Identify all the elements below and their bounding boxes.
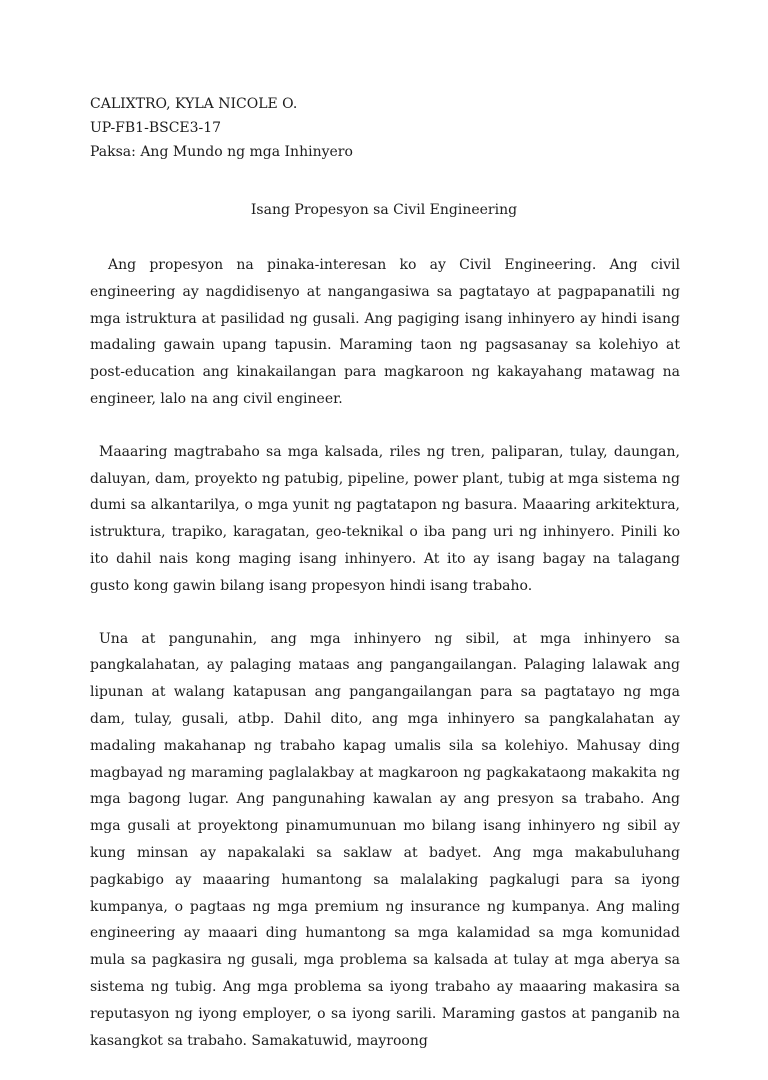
document-body [90, 252, 680, 1080]
topic-line: Paksa: Ang Mundo ng mga Inhinyero [90, 144, 353, 160]
document-header [90, 92, 353, 164]
section-code: UP-FB1-BSCE3-17 [90, 120, 222, 136]
paragraph-2: Maaaring magtrabaho sa mga kalsada, riles ng tren, paliparan, tulay, daungan, daluyan, dam, proyekto ng patubig, pipeline, power plant, tubig at mga sistema ng dumi sa alkantarilya, o mga yunit ng pagtatapon ng basura. Maaaring arkitektura, istruktura, trapiko, karagatan, geo-teknikal o iba pang uri ng inhinyero. Pinili ko ito dahil nais kong maging isang inhinyero. At ito ay isang bagay na talagang gusto kong gawin bilang isang propesyon hindi isang trabaho. [90, 443, 680, 594]
document-title: Isang Propesyon sa Civil Engineering [250, 202, 518, 218]
paragraph-1: Ang propesyon na pinaka-interesan ko ay Civil Engineering. Ang civil engineering ay nagdidisenyo at nangangasiwa sa pagtatayo at pagpapanatili ng mga istruktura at pasilidad ng gusali. Ang pagiging isang inhinyero ay hindi isang madaling gawain upang tapusin. Maraming taon ng pagsasanay sa kolehiyo at post-education ang kinakailangan para magkaroon ng kakayahang matawag na engineer, lalo na ang civil engineer. [90, 257, 680, 407]
paragraph-3: Una at pangunahin, ang mga inhinyero ng sibil, at mga inhinyero sa pangkalahatan, ay palaging mataas ang pangangailangan. Palaging lalawak ang lipunan at walang katapusan ang pangangailangan para sa pagtatayo ng mga dam, tulay, gusali, atbp. Dahil dito, ang mga inhinyero sa pangkalahatan ay madaling makahanap ng trabaho kapag umalis sila sa kolehiyo. Mahusay ding magbayad ng maraming paglalakbay at magkaroon ng pagkakataong makakita ng mga bagong lugar. Ang pangunahing kawalan ay ang presyon sa trabaho. Ang mga gusali at proyektong pinamumunuan mo bilang isang inhinyero ng sibil ay kung minsan ay napakalaki sa saklaw at badyet. Ang mga makabuluhang pagkabigo ay maaaring humantong sa malalaking pagkalugi para sa iyong kumpanya, o pagtaas ng mga premium ng insurance ng kumpanya. Ang maling engineering ay maaari ding humantong sa mga kalamidad sa mga komunidad mula sa pagkasira ng gusali, mga problema sa kalsada at tulay at mga aberya sa sistema ng tubig. Ang mga problema sa iyong trabaho ay maaaring makasira sa reputasyon ng iyong employer, o sa iyong sarili. Maraming gastos at panganib na kasangkot sa trabaho. Samakatuwid, mayroong [90, 630, 680, 1049]
author-name: CALIXTRO, KYLA NICOLE O. [90, 96, 298, 112]
